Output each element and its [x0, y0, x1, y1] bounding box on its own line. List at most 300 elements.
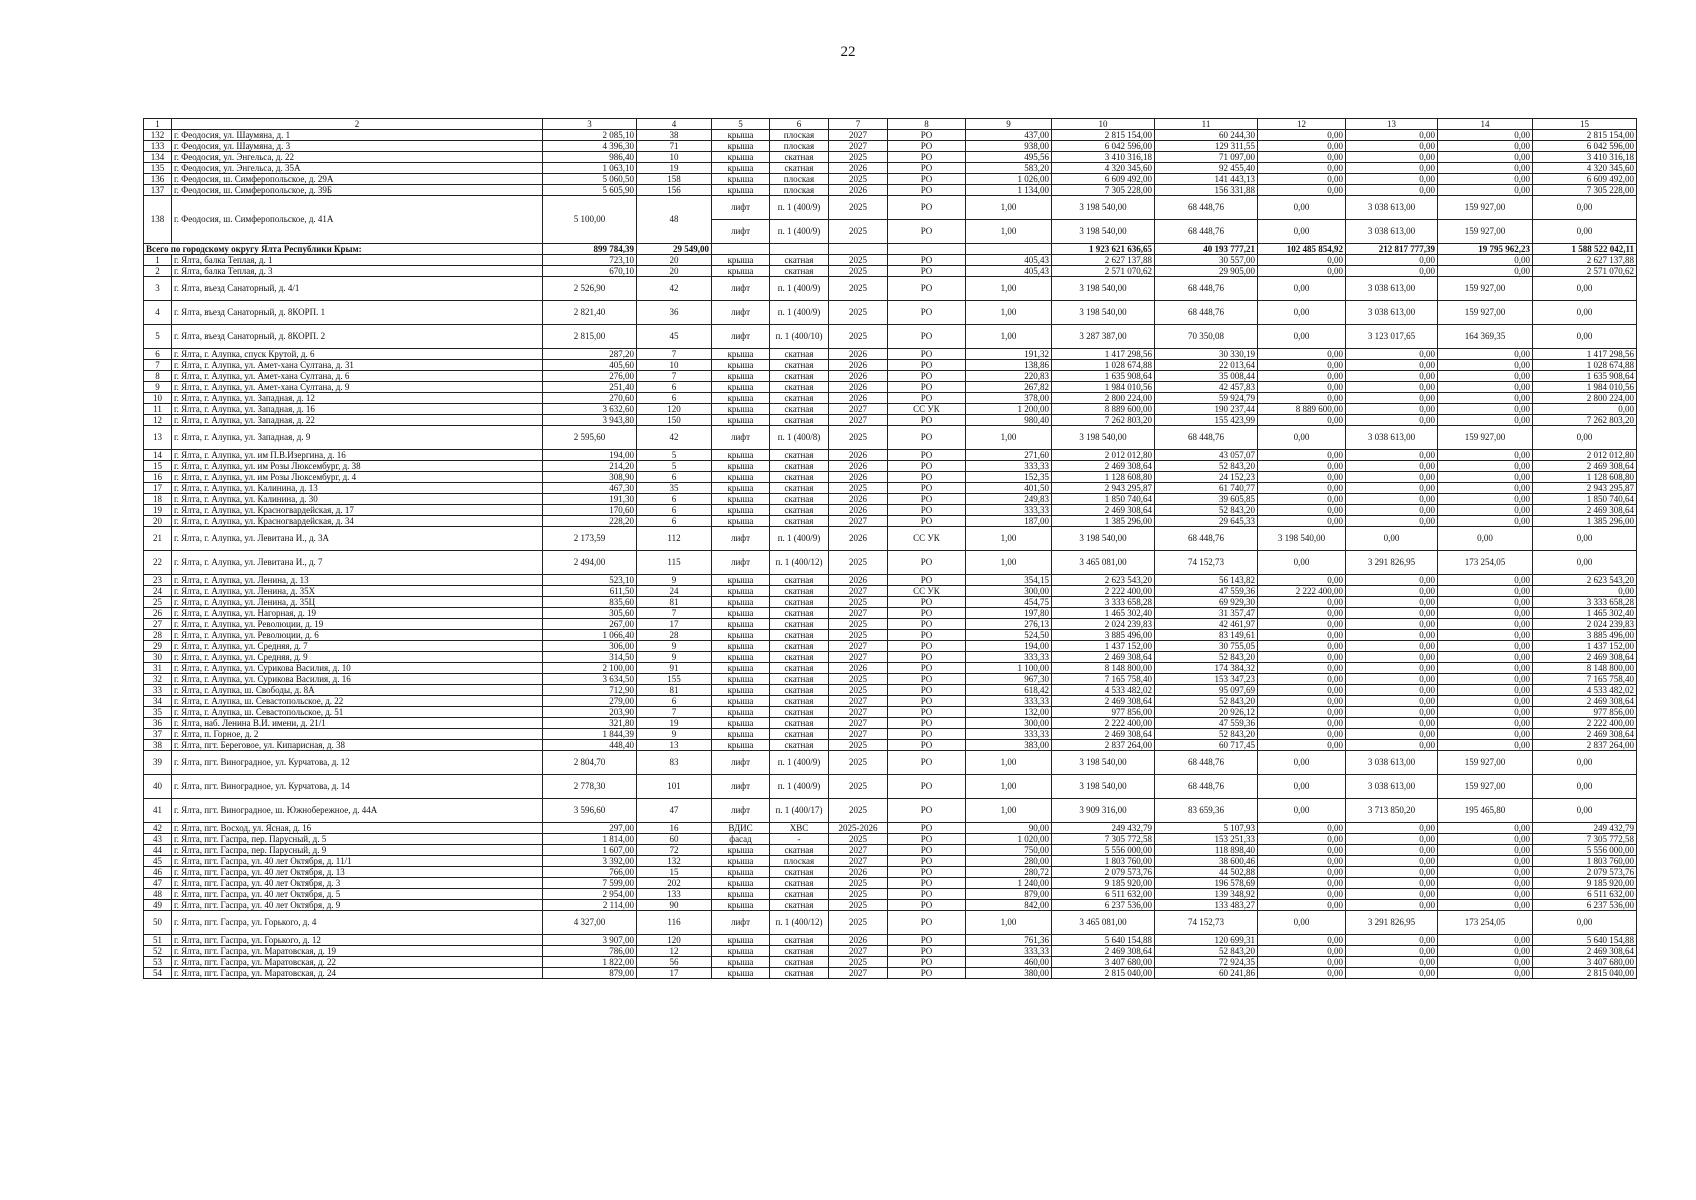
table-cell: 4 327,00	[543, 911, 637, 935]
table-cell: фасад	[712, 834, 770, 845]
table-cell: 1 385 296,00	[1533, 516, 1637, 527]
table-cell: 36	[144, 718, 172, 729]
table-cell: 766,00	[543, 867, 637, 878]
table-cell: лифт	[712, 799, 770, 823]
table-cell: 0,00	[1438, 740, 1533, 751]
table-cell: РО	[888, 608, 966, 619]
table-cell: 0,00	[1258, 266, 1346, 277]
table-cell: 136	[144, 174, 172, 185]
table-cell: 0,00	[1533, 775, 1637, 799]
table-row	[144, 301, 1637, 325]
table-cell: 31	[144, 663, 172, 674]
table-cell: г. Ялта, п. Горное, д. 2	[172, 729, 543, 740]
table-cell: г. Феодосия, ул. Энгельса, д. 22	[172, 152, 543, 163]
table-cell: лифт	[712, 301, 770, 325]
table-cell: 2027	[829, 652, 888, 663]
table-cell: 0,00	[1438, 946, 1533, 957]
table-cell: 158	[637, 174, 712, 185]
table-cell: 45	[144, 856, 172, 867]
table-cell: 39 605,85	[1155, 494, 1258, 505]
table-row	[144, 266, 1637, 277]
column-number: 14	[1438, 119, 1533, 130]
table-cell: г. Ялта, г. Алупка, ул. Амет-хана Султана, д. 6	[172, 371, 543, 382]
table-cell: 220,83	[966, 371, 1052, 382]
table-cell: скатная	[770, 641, 829, 652]
table-cell: 196 578,69	[1155, 878, 1258, 889]
table-cell: РО	[888, 674, 966, 685]
table-row	[144, 608, 1637, 619]
table-cell: плоская	[770, 141, 829, 152]
table-cell: 3 465 081,00	[1052, 551, 1155, 575]
table-cell: 333,33	[966, 461, 1052, 472]
table-cell: 12	[637, 946, 712, 957]
table-cell: г. Ялта, въезд Санаторный, д. 4/1	[172, 277, 543, 301]
table-cell: 2026	[829, 575, 888, 586]
table-cell: 83 659,36	[1155, 799, 1258, 823]
table-cell: 159 927,00	[1438, 751, 1533, 775]
table-cell: 0,00	[1258, 301, 1346, 325]
table-cell: 0,00	[1533, 586, 1637, 597]
table-row	[144, 740, 1637, 751]
table-cell: 280,00	[966, 856, 1052, 867]
table-cell: 300,00	[966, 586, 1052, 597]
table-cell: 0,00	[1346, 674, 1438, 685]
table-cell: крыша	[712, 152, 770, 163]
table-cell: крыша	[712, 608, 770, 619]
table-cell: скатная	[770, 415, 829, 426]
table-cell: 83 149,61	[1155, 630, 1258, 641]
table-cell: 2 623 543,20	[1052, 575, 1155, 586]
table-cell: 0,00	[1258, 685, 1346, 696]
table-row	[144, 597, 1637, 608]
table-cell: 0,00	[1438, 494, 1533, 505]
table-cell: 835,60	[543, 597, 637, 608]
table-cell: 977 856,00	[1052, 707, 1155, 718]
table-cell: 155 423,99	[1155, 415, 1258, 426]
table-cell: 72	[637, 845, 712, 856]
table-cell: 2027	[829, 586, 888, 597]
table-cell: 7	[637, 608, 712, 619]
table-cell: 2 837 264,00	[1052, 740, 1155, 751]
table-cell: скатная	[770, 707, 829, 718]
table-cell: 2025	[829, 174, 888, 185]
table-row	[144, 718, 1637, 729]
table-cell: 0,00	[1346, 163, 1438, 174]
table-cell: 83	[637, 751, 712, 775]
table-cell: 280,72	[966, 867, 1052, 878]
table-cell: 141 443,13	[1155, 174, 1258, 185]
table-cell: 4 320 345,60	[1533, 163, 1637, 174]
table-cell: 0,00	[1258, 968, 1346, 979]
table-cell: крыша	[712, 957, 770, 968]
table-cell: 401,50	[966, 483, 1052, 494]
table-cell: РО	[888, 575, 966, 586]
table-cell: 333,33	[966, 729, 1052, 740]
table-cell: скатная	[770, 878, 829, 889]
table-cell: 1 850 740,64	[1533, 494, 1637, 505]
table-cell: 7 599,00	[543, 878, 637, 889]
table-cell: 3 291 826,95	[1346, 551, 1438, 575]
table-cell: крыша	[712, 856, 770, 867]
table-cell: крыша	[712, 371, 770, 382]
table-cell: 0,00	[1346, 575, 1438, 586]
table-row	[144, 404, 1637, 415]
table-cell: 29	[144, 641, 172, 652]
table-cell: 0,00	[1346, 371, 1438, 382]
table-cell: крыша	[712, 718, 770, 729]
table-cell: 0,00	[1438, 382, 1533, 393]
table-cell: 1 028 674,88	[1533, 360, 1637, 371]
table-cell: 0,00	[1258, 393, 1346, 404]
table-cell: 0,00	[1258, 130, 1346, 141]
table-cell: 0,00	[1438, 729, 1533, 740]
table-cell: 0,00	[1533, 277, 1637, 301]
table-cell: 2 804,70	[543, 751, 637, 775]
table-cell: 2027	[829, 608, 888, 619]
table-cell: 0,00	[1258, 718, 1346, 729]
table-cell: РО	[888, 483, 966, 494]
table-cell: 2	[144, 266, 172, 277]
table-cell: 47 559,36	[1155, 718, 1258, 729]
table-cell: крыша	[712, 685, 770, 696]
table-cell: 2 469 308,64	[1052, 696, 1155, 707]
table-cell: скатная	[770, 472, 829, 483]
table-cell: 3 038 613,00	[1346, 301, 1438, 325]
table-cell: 7	[637, 707, 712, 718]
table-cell: 47	[637, 799, 712, 823]
table-cell: 8	[144, 371, 172, 382]
table-cell: 10	[637, 152, 712, 163]
table-cell: г. Ялта, г. Алупка, ул. Амет-хана Султана, д. 31	[172, 360, 543, 371]
table-cell: 60 244,30	[1155, 130, 1258, 141]
table-row	[144, 957, 1637, 968]
table-cell: 0,00	[1346, 130, 1438, 141]
table-cell: РО	[888, 393, 966, 404]
table-cell: 8 889 600,00	[1258, 404, 1346, 415]
table-cell: 19	[637, 163, 712, 174]
table-cell: 251,40	[543, 382, 637, 393]
table-cell: 0,00	[1258, 360, 1346, 371]
table-cell: плоская	[770, 185, 829, 196]
table-cell: 2 469 308,64	[1533, 652, 1637, 663]
table-cell: 228,20	[543, 516, 637, 527]
table-cell: 0,00	[1438, 360, 1533, 371]
table-cell: 212 817 777,39	[1346, 244, 1438, 255]
table-cell: скатная	[770, 663, 829, 674]
table-cell: 0,00	[1438, 889, 1533, 900]
table-cell: 2027	[829, 516, 888, 527]
table-cell: 0,00	[1258, 494, 1346, 505]
table-cell: крыша	[712, 349, 770, 360]
table-cell: 0,00	[1533, 751, 1637, 775]
table-cell: 354,15	[966, 575, 1052, 586]
table-row	[144, 130, 1637, 141]
table-cell: 0,00	[1258, 889, 1346, 900]
table-cell: 132	[637, 856, 712, 867]
table-cell: 61 740,77	[1155, 483, 1258, 494]
table-cell: ХВС	[770, 823, 829, 834]
table-cell: 53	[144, 957, 172, 968]
table-cell: 333,33	[966, 946, 1052, 957]
table-cell: лифт	[712, 196, 770, 220]
table-cell: 0,00	[1346, 360, 1438, 371]
table-cell: 2027	[829, 968, 888, 979]
table-cell: 2 222 400,00	[1052, 586, 1155, 597]
table-cell: 68 448,76	[1155, 301, 1258, 325]
table-cell: г. Ялта, г. Алупка, ул. Западная, д. 22	[172, 415, 543, 426]
table-cell: 0,00	[1258, 277, 1346, 301]
table-row	[144, 630, 1637, 641]
table-cell: РО	[888, 130, 966, 141]
table-cell: 0,00	[1346, 185, 1438, 196]
table-row	[144, 889, 1637, 900]
table-cell: 0,00	[1438, 185, 1533, 196]
table-cell: 4	[144, 301, 172, 325]
table-cell: лифт	[712, 527, 770, 551]
table-cell: 3 596,60	[543, 799, 637, 823]
table-cell: 1 803 760,00	[1052, 856, 1155, 867]
table-cell: 0,00	[1533, 220, 1637, 244]
table-cell: 270,60	[543, 393, 637, 404]
table-cell: 2 815,00	[543, 325, 637, 349]
table-cell: крыша	[712, 845, 770, 856]
table-row	[144, 472, 1637, 483]
table-cell: 1,00	[966, 911, 1052, 935]
table-cell: 0,00	[1438, 371, 1533, 382]
table-cell: 18	[144, 494, 172, 505]
table-cell: 156	[637, 185, 712, 196]
table-cell: г. Ялта, пгт. Гаспра, пер. Парусный, д. 9	[172, 845, 543, 856]
table-cell: 249 432,79	[1533, 823, 1637, 834]
table-cell: 986,40	[543, 152, 637, 163]
table-cell: 6	[637, 516, 712, 527]
table-cell: 6	[637, 505, 712, 516]
table-cell: 9 185 920,00	[1052, 878, 1155, 889]
table-cell: 2026	[829, 360, 888, 371]
column-number: 12	[1258, 119, 1346, 130]
table-cell: 203,90	[543, 707, 637, 718]
table-row	[144, 834, 1637, 845]
table-cell: 1 128 608,80	[1052, 472, 1155, 483]
table-cell: 405,43	[966, 266, 1052, 277]
table-cell: 0,00	[1533, 325, 1637, 349]
table-cell: 174 384,32	[1155, 663, 1258, 674]
table-cell: 0,00	[1438, 630, 1533, 641]
table-cell: лифт	[712, 426, 770, 450]
table-cell: 52 843,20	[1155, 946, 1258, 957]
table-cell: 0,00	[1346, 505, 1438, 516]
table-cell: 17	[637, 968, 712, 979]
table-cell: 0,00	[1346, 255, 1438, 266]
table-cell: 0,00	[1258, 729, 1346, 740]
table-cell: 2025	[829, 426, 888, 450]
table-row	[144, 856, 1637, 867]
table-cell: крыша	[712, 630, 770, 641]
table-cell: крыша	[712, 141, 770, 152]
table-cell: г. Ялта, г. Алупка, ул. Средняя, д. 7	[172, 641, 543, 652]
table-cell: г. Ялта, г. Алупка, ул. Средняя, д. 9	[172, 652, 543, 663]
table-cell: 0,00	[1258, 751, 1346, 775]
table-cell: 380,00	[966, 968, 1052, 979]
table-cell: 35 008,44	[1155, 371, 1258, 382]
table-cell: скатная	[770, 696, 829, 707]
table-cell: 0,00	[1438, 415, 1533, 426]
table-cell: РО	[888, 141, 966, 152]
table-cell: г. Ялта, г. Алупка, ул. Сурикова Василия, д. 16	[172, 674, 543, 685]
table-cell: РО	[888, 799, 966, 823]
table-cell: 267,00	[543, 619, 637, 630]
table-cell: 0,00	[1346, 867, 1438, 878]
table-cell: 314,50	[543, 652, 637, 663]
table-cell: 8 889 600,00	[1052, 404, 1155, 415]
table-cell: 2026	[829, 935, 888, 946]
table-cell: 1 465 302,40	[1052, 608, 1155, 619]
table-cell: 92 455,40	[1155, 163, 1258, 174]
table-cell: скатная	[770, 505, 829, 516]
table-cell: 0,00	[1346, 957, 1438, 968]
table-cell: г. Ялта, въезд Санаторный, д. 8КОРП. 1	[172, 301, 543, 325]
table-cell: РО	[888, 597, 966, 608]
table-cell: г. Ялта, пгт. Виноградное, ш. Южнобережное, д. 44А	[172, 799, 543, 823]
table-cell: 137	[144, 185, 172, 196]
table-cell: скатная	[770, 740, 829, 751]
table-cell: 448,40	[543, 740, 637, 751]
table-cell: 47 559,36	[1155, 586, 1258, 597]
table-cell: 0,00	[1438, 707, 1533, 718]
table-cell: 48	[144, 889, 172, 900]
table-cell: 1 134,00	[966, 185, 1052, 196]
repair-registry-table	[143, 118, 1637, 979]
table-cell: 3 333 658,28	[1533, 597, 1637, 608]
table-cell: 35	[637, 483, 712, 494]
table-row	[144, 867, 1637, 878]
table-cell: 308,90	[543, 472, 637, 483]
table-cell: 15	[144, 461, 172, 472]
table-cell: РО	[888, 382, 966, 393]
table-cell: 2026	[829, 163, 888, 174]
table-cell: 9	[144, 382, 172, 393]
table-cell: 670,10	[543, 266, 637, 277]
table-cell: 0,00	[1346, 641, 1438, 652]
table-cell: 2025	[829, 799, 888, 823]
table-row	[144, 527, 1637, 551]
table-cell: 0,00	[1346, 630, 1438, 641]
table-cell: РО	[888, 505, 966, 516]
table-cell: 0,00	[1346, 415, 1438, 426]
table-cell: крыша	[712, 935, 770, 946]
table-cell: 3 038 613,00	[1346, 220, 1438, 244]
table-cell: г. Феодосия, ш. Симферопольское, д. 41А	[172, 196, 543, 244]
table-cell: 4 533 482,02	[1052, 685, 1155, 696]
table-cell: лифт	[712, 911, 770, 935]
table-cell: 0,00	[1258, 608, 1346, 619]
table-cell: 191,32	[966, 349, 1052, 360]
table-cell: 2 222 400,00	[1052, 718, 1155, 729]
table-cell: 249 432,79	[1052, 823, 1155, 834]
table-cell: 0,00	[1438, 152, 1533, 163]
table-cell: 1 588 522 042,11	[1533, 244, 1637, 255]
table-cell: 879,00	[966, 889, 1052, 900]
table-cell: РО	[888, 163, 966, 174]
table-cell: крыша	[712, 255, 770, 266]
table-row	[144, 196, 1637, 220]
table-cell: 16	[144, 472, 172, 483]
table-cell: 2 012 012,80	[1052, 450, 1155, 461]
table-cell: 43	[144, 834, 172, 845]
table-row	[144, 575, 1637, 586]
table-cell: 12	[144, 415, 172, 426]
table-cell: 1 100,00	[966, 663, 1052, 674]
table-cell: 2 100,00	[543, 663, 637, 674]
table-cell: РО	[888, 845, 966, 856]
table-cell: 45	[637, 325, 712, 349]
table-row	[144, 968, 1637, 979]
table-cell: 0,00	[1258, 483, 1346, 494]
table-cell: 0,00	[1438, 349, 1533, 360]
column-number: 7	[829, 119, 888, 130]
table-cell: 2 469 308,64	[1533, 696, 1637, 707]
table-row	[144, 619, 1637, 630]
table-cell: 30	[144, 652, 172, 663]
table-cell: 2025	[829, 630, 888, 641]
table-cell: 333,33	[966, 652, 1052, 663]
table-cell: скатная	[770, 597, 829, 608]
table-cell: 0,00	[1346, 652, 1438, 663]
table-cell: 164 369,35	[1438, 325, 1533, 349]
table-cell: 2 627 137,88	[1533, 255, 1637, 266]
table-cell: крыша	[712, 472, 770, 483]
total-label: Всего по городскому округу Ялта Республики Крым:	[144, 244, 543, 255]
table-cell: 52 843,20	[1155, 729, 1258, 740]
table-cell: п. 1 (400/9)	[770, 527, 829, 551]
table-cell: 2025-2026	[829, 823, 888, 834]
table-cell: крыша	[712, 505, 770, 516]
table-cell: крыша	[712, 889, 770, 900]
table-cell: 190 237,44	[1155, 404, 1258, 415]
table-cell: 42	[144, 823, 172, 834]
table-cell: 0,00	[1346, 152, 1438, 163]
table-cell: 0,00	[1533, 426, 1637, 450]
table-cell: 495,56	[966, 152, 1052, 163]
table-cell: крыша	[712, 404, 770, 415]
table-cell: 2 815 040,00	[1052, 968, 1155, 979]
table-cell: 1 026,00	[966, 174, 1052, 185]
table-cell: г. Ялта, балка Теплая, д. 1	[172, 255, 543, 266]
table-cell: 20	[637, 255, 712, 266]
table-cell: 1	[144, 255, 172, 266]
table-cell: 1 803 760,00	[1533, 856, 1637, 867]
table-cell: 0,00	[1438, 130, 1533, 141]
table-cell: 2027	[829, 946, 888, 957]
table-cell: 32	[144, 674, 172, 685]
table-cell: 16	[637, 823, 712, 834]
table-cell: 7 305 228,00	[1533, 185, 1637, 196]
table-cell: 0,00	[1438, 266, 1533, 277]
table-cell: скатная	[770, 483, 829, 494]
table-cell: 135	[144, 163, 172, 174]
table-cell: 138,86	[966, 360, 1052, 371]
table-cell: г. Ялта, пгт. Гаспра, ул. Маратовская, д. 22	[172, 957, 543, 968]
table-cell: РО	[888, 494, 966, 505]
table-cell: г. Ялта, г. Алупка, ул. Ленина, д. 35Х	[172, 586, 543, 597]
table-cell: 0,00	[1438, 685, 1533, 696]
table-cell: г. Феодосия, ул. Шаумяна, д. 3	[172, 141, 543, 152]
table-cell: 68 448,76	[1155, 751, 1258, 775]
table-cell: 170,60	[543, 505, 637, 516]
table-cell: 383,00	[966, 740, 1052, 751]
table-cell: 9	[637, 652, 712, 663]
table-cell: 2 469 308,64	[1052, 461, 1155, 472]
